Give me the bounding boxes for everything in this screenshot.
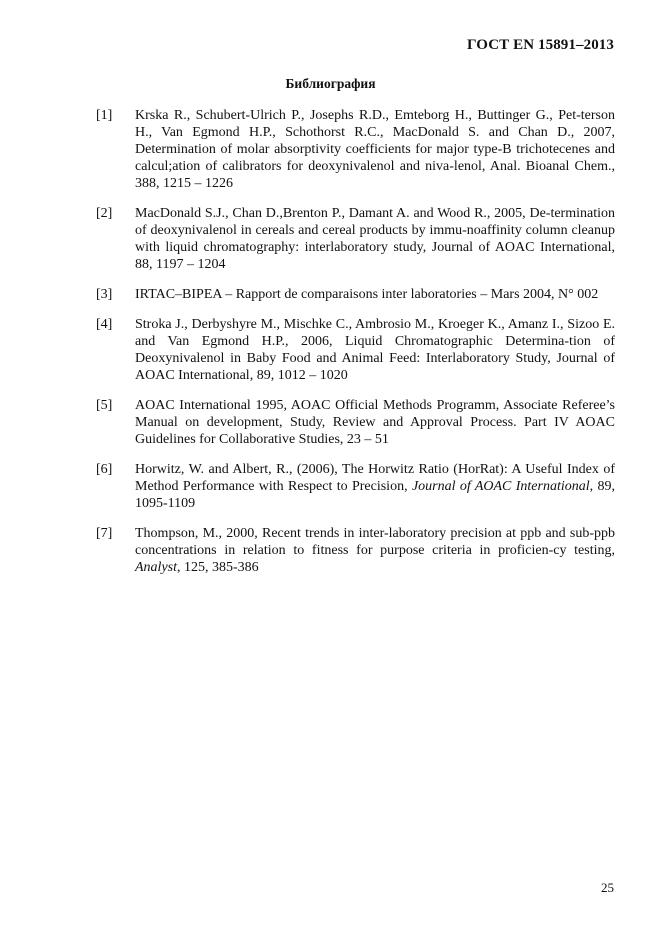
bibliography-list [96,107,615,589]
reference-text [135,107,615,192]
reference-number: [4] [96,317,113,332]
reference-text-part: IRTAC–BIPEA – Rapport de comparaisons inter laboratories – Mars 2004, N° 002 [135,287,599,302]
reference-text [135,461,615,512]
bibliography-entry [96,316,615,384]
reference-text-part: Horwitz, W. and Albert, R., (2006), The Horwitz Ratio (HorRat): A Useful Index of Method Performance with Respect to Precision, [135,462,615,494]
reference-text-part: , 89, 1095-1109 [135,479,615,511]
reference-text [135,397,615,448]
reference-number: [2] [96,206,113,221]
bibliography-entry [96,205,615,273]
bibliography-entry [96,461,615,512]
bibliography-entry [96,107,615,192]
reference-text [135,316,615,384]
reference-text-part: MacDonald S.J., Chan D.,Brenton P., Damant A. and Wood R., 2005, De-termination of deoxynivalenol in cereals and cereal products by immu-noaffinity column cleanup with liquid chromatography: interlaboratory study, Journal of AOAC International, 88, 1197 – 1204 [135,206,615,272]
reference-number: [7] [96,526,113,541]
reference-text-part: Stroka J., Derbyshyre M., Mischke C., Ambrosio M., Kroeger K., Amanz I., Sizoo E. and Van Egmond H.P., 2006, Liquid Chromatographic Determina-tion of Deoxynivalenol in Baby Food and Animal Feed: Interlaboratory Study, Journal of AOAC International, 89, 1012 – 1020 [135,317,615,383]
reference-text-part: Krska R., Schubert-Ulrich P., Josephs R.D., Emteborg H., Buttinger G., Pet-terson H., Van Egmond H.P., Schothorst R.C., MacDonald S. and Chan D., 2007, Determination of molar absorptivity coefficients for major type-B trichotecenes and calcul;ation of calibrators for deoxynivalenol and niva-lenol, Anal. Bioanal Chem., 388, 1215 – 1226 [135,108,615,191]
reference-text [135,286,615,303]
reference-number: [5] [96,398,113,413]
reference-number: [1] [96,108,113,123]
reference-number: [6] [96,462,113,477]
bibliography-entry [96,397,615,448]
reference-text-part: Thompson, M., 2000, Recent trends in inter-laboratory precision at ppb and sub-ppb concentrations in relation to fitness for purpose criteria in proficien-cy testing, [135,526,615,558]
reference-text [135,205,615,273]
reference-text-part: AOAC International 1995, AOAC Official Methods Programm, Associate Referee’s Manual on development, Study, Review and Approval Process. Part IV AOAC Guidelines for Collaborative Studies, 23 – 51 [135,398,615,447]
reference-number: [3] [96,287,113,302]
page-number: 25 [601,880,614,895]
reference-text-part: , 125, 385-386 [177,560,259,575]
section-title: Библиография [285,76,376,91]
reference-journal-title: Journal of AOAC International [411,479,590,494]
bibliography-entry [96,286,615,303]
document-code-header: ГОСТ EN 15891–2013 [467,37,614,53]
bibliography-entry [96,525,615,576]
reference-text [135,525,615,576]
reference-journal-title: Analyst [135,560,177,575]
